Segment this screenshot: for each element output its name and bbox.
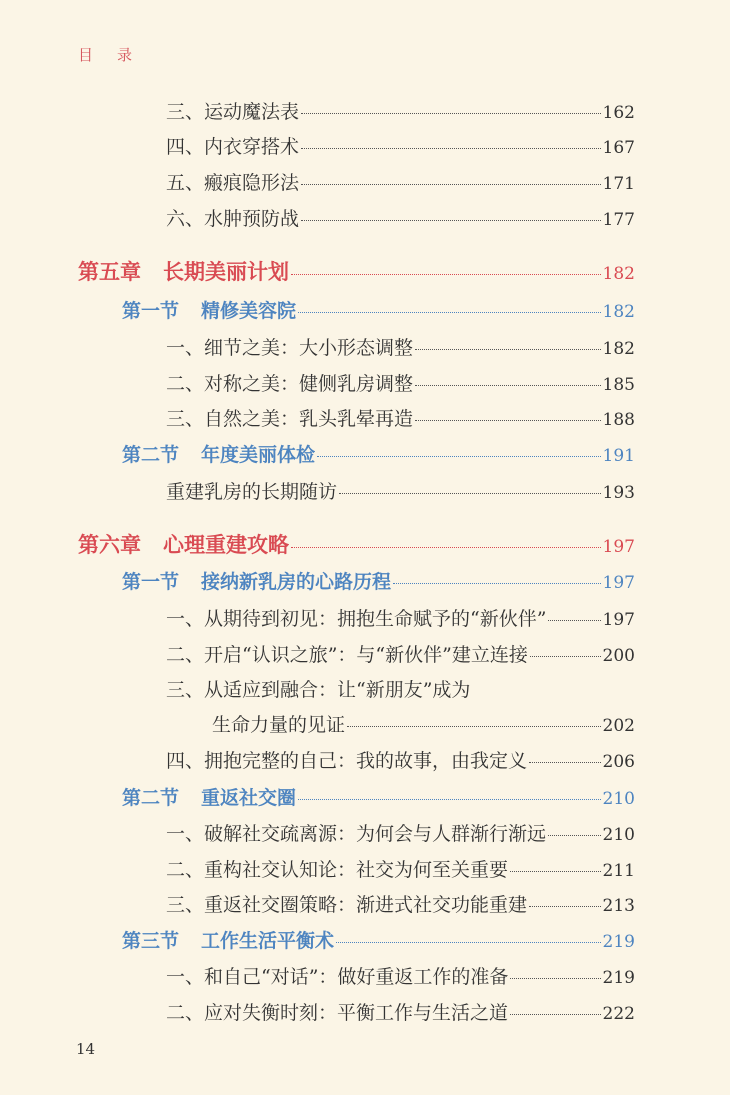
entry-title: 二、应对失衡时刻：平衡工作与生活之道 xyxy=(166,1002,509,1024)
entry-title: 四、拥抱完整的自己：我的故事，由我定义 xyxy=(166,750,528,772)
entry-page: 182 xyxy=(602,339,635,359)
toc-entry[interactable] xyxy=(166,604,635,634)
entry-title: 三、自然之美：乳头乳晕再造 xyxy=(166,408,414,430)
toc-section[interactable] xyxy=(122,296,635,326)
section-number: 第一节 xyxy=(122,571,180,593)
chapter-title xyxy=(78,256,289,286)
toc-section[interactable] xyxy=(122,926,635,956)
leader-dots xyxy=(298,799,601,800)
section-name: 工作生活平衡术 xyxy=(201,930,335,952)
entry-page: 191 xyxy=(602,446,635,466)
section-name: 精修美容院 xyxy=(201,300,297,322)
leader-dots xyxy=(530,656,601,657)
entry-title: 一、破解社交疏离源：为何会与人群渐行渐远 xyxy=(166,823,547,845)
entry-page: 213 xyxy=(602,896,635,916)
section-title xyxy=(122,567,391,594)
leader-dots xyxy=(317,456,601,457)
section-number: 第二节 xyxy=(122,444,180,466)
entry-title: 一、从期待到初见：拥抱生命赋予的“新伙伴” xyxy=(166,608,547,630)
leader-dots xyxy=(529,762,601,763)
leader-dots xyxy=(291,547,601,548)
toc-entry[interactable] xyxy=(166,746,635,776)
leader-dots xyxy=(336,942,601,943)
entry-title: 三、重返社交圈策略：渐进式社交功能重建 xyxy=(166,894,528,916)
toc-entry[interactable] xyxy=(166,962,635,992)
entry-page: 202 xyxy=(602,716,635,736)
section-number: 第一节 xyxy=(122,300,180,322)
chapter-number: 第六章 xyxy=(78,533,141,557)
entry-title: 二、对称之美：健侧乳房调整 xyxy=(166,373,414,395)
leader-dots xyxy=(548,835,601,836)
entry-page: 182 xyxy=(602,264,635,284)
section-number: 第二节 xyxy=(122,787,180,809)
entry-page: 197 xyxy=(602,537,635,557)
entry-title: 三、从适应到融合：让“新朋友”成为 xyxy=(166,679,471,701)
toc-entry[interactable] xyxy=(166,369,635,399)
toc-entry[interactable] xyxy=(166,819,635,849)
entry-page: 162 xyxy=(602,103,635,123)
chapter-title xyxy=(78,529,289,559)
leader-dots xyxy=(548,620,600,621)
entry-page: 210 xyxy=(602,825,635,845)
entry-title: 四、内衣穿搭术 xyxy=(166,136,300,158)
section-title xyxy=(122,296,296,323)
leader-dots xyxy=(415,385,601,386)
entry-page: 193 xyxy=(602,483,635,503)
toc-entry[interactable] xyxy=(166,477,635,507)
toc-entry[interactable] xyxy=(166,132,635,162)
toc-entry[interactable] xyxy=(166,204,635,234)
entry-page: 188 xyxy=(602,410,635,430)
chapter-name: 长期美丽计划 xyxy=(163,260,289,284)
toc-chapter[interactable] xyxy=(78,529,635,559)
entry-title: 生命力量的见证 xyxy=(212,714,346,736)
entry-title: 三、运动魔法表 xyxy=(166,101,300,123)
chapter-name: 心理重建攻略 xyxy=(163,533,289,557)
toc-section[interactable] xyxy=(122,440,635,470)
leader-dots xyxy=(301,220,601,221)
toc-entry[interactable] xyxy=(166,168,635,198)
toc-entry[interactable] xyxy=(166,890,635,920)
section-number: 第三节 xyxy=(122,930,180,952)
page-number: 14 xyxy=(76,1040,96,1058)
entry-page: 171 xyxy=(602,174,635,194)
entry-page: 219 xyxy=(602,968,635,988)
toc-entry[interactable] xyxy=(166,333,635,363)
toc-entry[interactable] xyxy=(166,97,635,127)
section-title xyxy=(122,440,315,467)
section-name: 年度美丽体检 xyxy=(201,444,316,466)
leader-dots xyxy=(415,349,601,350)
leader-dots xyxy=(298,312,601,313)
section-title xyxy=(122,783,296,810)
entry-title: 二、重构社交认知论：社交为何至关重要 xyxy=(166,859,509,881)
leader-dots xyxy=(291,274,601,275)
leader-dots xyxy=(347,726,601,727)
toc-section[interactable] xyxy=(122,783,635,813)
entry-page: 167 xyxy=(602,138,635,158)
entry-title: 一、细节之美：大小形态调整 xyxy=(166,337,414,359)
entry-page: 200 xyxy=(602,646,635,666)
chapter-number: 第五章 xyxy=(78,260,141,284)
toc-entry[interactable] xyxy=(166,640,635,670)
leader-dots xyxy=(339,493,601,494)
leader-dots xyxy=(529,906,601,907)
entry-page: 197 xyxy=(602,610,635,630)
entry-title: 一、和自己“对话”：做好重返工作的准备 xyxy=(166,966,509,988)
entry-page: 206 xyxy=(602,752,635,772)
entry-page: 210 xyxy=(602,789,635,809)
entry-title: 重建乳房的长期随访 xyxy=(166,481,338,503)
toc-entry[interactable] xyxy=(166,404,635,434)
toc-entry-line1[interactable] xyxy=(166,675,470,705)
leader-dots xyxy=(510,871,601,872)
leader-dots xyxy=(393,583,601,584)
section-name: 接纳新乳房的心路历程 xyxy=(201,571,392,593)
toc-entry[interactable] xyxy=(166,998,635,1028)
running-header: 目录 xyxy=(78,46,157,64)
toc-chapter[interactable] xyxy=(78,256,635,286)
entry-page: 197 xyxy=(602,573,635,593)
section-name: 重返社交圈 xyxy=(201,787,297,809)
entry-title: 二、开启“认识之旅”：与“新伙伴”建立连接 xyxy=(166,644,528,666)
toc-entry[interactable] xyxy=(166,855,635,885)
entry-page: 185 xyxy=(602,375,635,395)
section-title xyxy=(122,926,334,953)
entry-title: 六、水肿预防战 xyxy=(166,208,300,230)
leader-dots xyxy=(510,1014,601,1015)
entry-title: 五、瘢痕隐形法 xyxy=(166,172,300,194)
entry-page: 222 xyxy=(602,1004,635,1024)
leader-dots xyxy=(415,420,601,421)
leader-dots xyxy=(510,978,600,979)
entry-page: 211 xyxy=(602,861,635,881)
entry-page: 219 xyxy=(602,932,635,952)
entry-page: 182 xyxy=(602,302,635,322)
leader-dots xyxy=(301,113,601,114)
entry-page: 177 xyxy=(602,210,635,230)
toc-entry-line2[interactable] xyxy=(212,710,635,740)
leader-dots xyxy=(301,148,601,149)
toc-section[interactable] xyxy=(122,567,635,597)
leader-dots xyxy=(301,184,601,185)
